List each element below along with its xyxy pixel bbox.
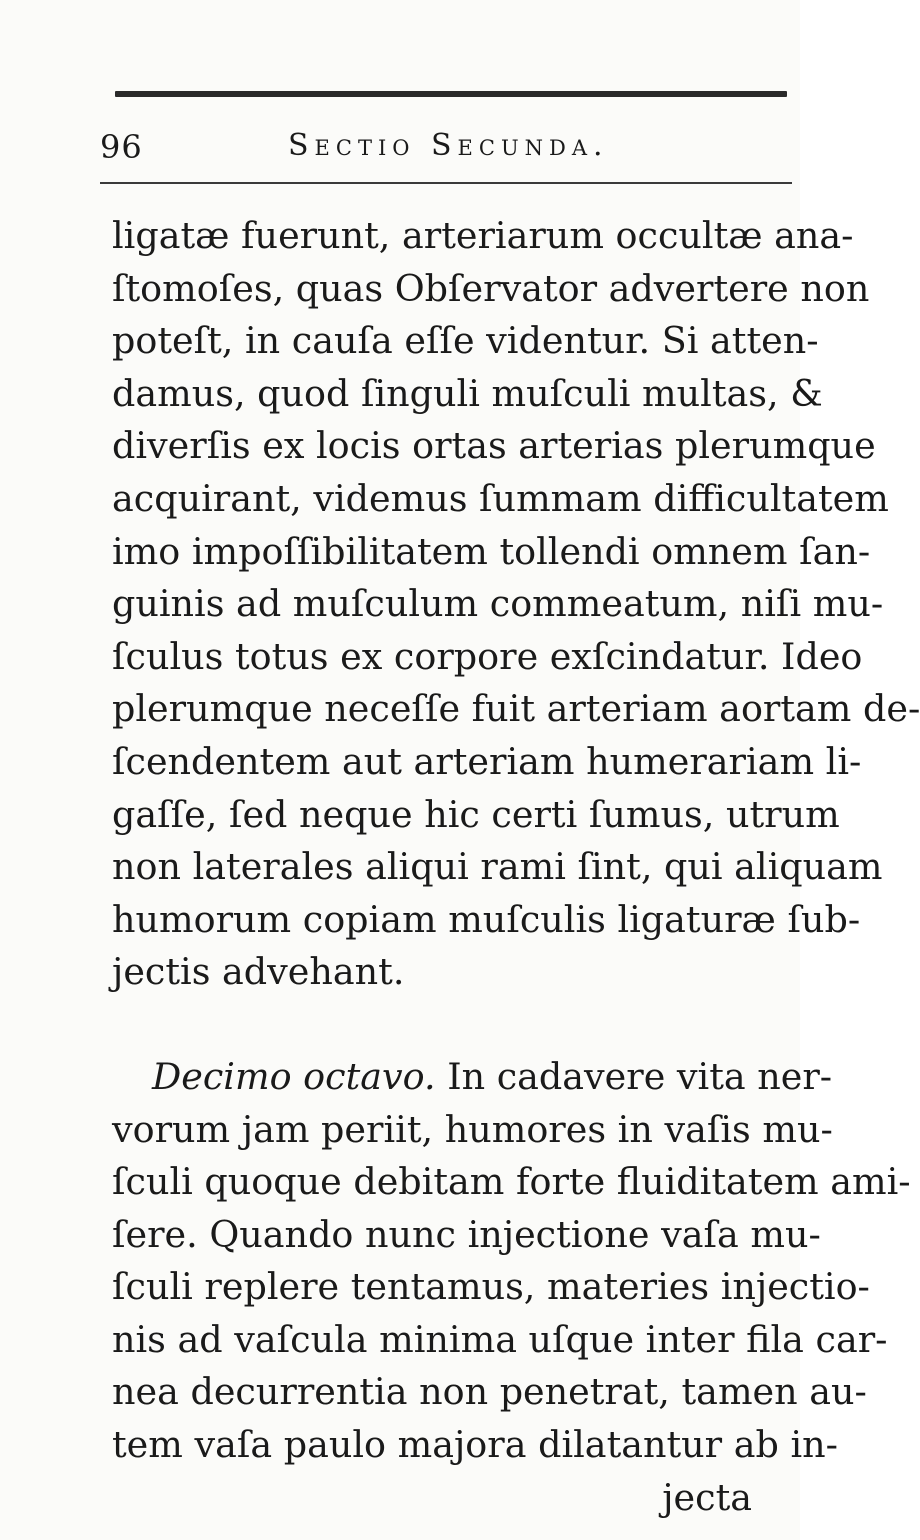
text-line: ſtomoſes, quas Obſervator advertere non [112,266,870,310]
text-line: poteſt, in cauſa eſſe videntur. Si atten- [112,319,819,363]
text-line: vorum jam periit, humores in vaſis mu- [112,1107,833,1151]
top-rule [115,91,787,97]
text-line: plerumque neceſſe fuit arteriam aortam de- [112,687,920,731]
text-line: acquirant, videmus ſummam difficultatem [112,476,889,520]
body-text [112,210,920,1524]
text-line: guinis ad muſculum commeatum, niſi mu- [112,582,884,626]
text-line: ligatæ fuerunt, arteriarum occultæ ana- [112,214,854,257]
text-line: damus, quod ſinguli muſculi multas, & [112,371,823,415]
text-line: nea decurrentia non penetrat, tamen au- [112,1370,867,1414]
opening-line-rest: In cadavere vita ner- [447,1054,833,1098]
page-header [100,118,790,174]
text-line: ſculus totus ex corpore exſcindatur. Ideo [112,634,863,678]
text-line: nis ad vaſcula minima uſque inter fila car- [112,1317,888,1361]
text-line: imo impoſſibilitatem tollendi omnem ſan- [112,529,871,573]
paragraph-opening-line [112,1051,833,1104]
text-line: ſere. Quando nunc injectione vaſa mu- [112,1212,821,1256]
header-rule [100,182,792,184]
text-line: jectis advehant. [112,950,405,994]
running-head: Sectio Secunda. [288,128,609,163]
text-line: ſculi quoque debitam forte fluiditatem ami- [112,1160,911,1204]
catchword: jecta [662,1475,752,1519]
text-line: ſcendentem aut arteriam humerariam li- [112,739,862,783]
text-line: diverſis ex locis ortas arterias plerumque [112,424,876,468]
text-line: gaſſe, ſed neque hic certi ſumus, utrum [112,792,840,836]
text-line: ſculi replere tentamus, materies injectio- [112,1265,870,1309]
text-line: tem vaſa paulo majora dilatantur ab in- [112,1423,838,1467]
paragraph-gap [112,999,792,1051]
section-lead: Decimo octavo. [152,1054,436,1098]
page-number: 96 [100,128,143,166]
text-line: non laterales aliqui rami ſint, qui aliquam [112,845,883,889]
text-line: humorum copiam muſculis ligaturæ ſub- [112,897,861,941]
